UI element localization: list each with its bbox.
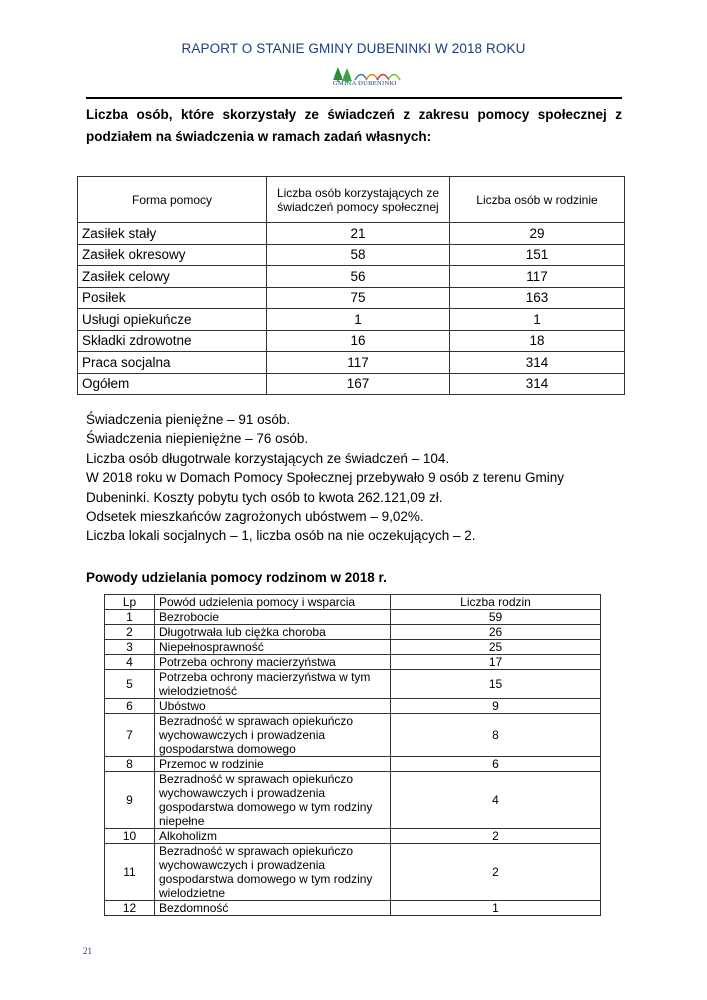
cell-reason	[155, 829, 391, 844]
benefits-table	[77, 176, 625, 395]
cell-lp: 4	[105, 655, 155, 670]
table-row	[105, 772, 601, 829]
reason-line: gospodarstwa domowego	[159, 742, 296, 756]
table-row	[78, 373, 625, 395]
cell-reason	[155, 844, 391, 901]
table-row	[78, 266, 625, 288]
reason-line: Ubóstwo	[159, 699, 206, 713]
reason-line: Bezdomność	[159, 901, 229, 915]
cell-rodzina: 151	[450, 244, 625, 266]
table-row	[105, 844, 601, 901]
cell-lp: 5	[105, 670, 155, 699]
cell-forma: Składki zdrowotne	[78, 330, 267, 352]
header-rule	[86, 97, 622, 99]
cell-osoby: 16	[267, 330, 450, 352]
benefits-table-body	[78, 223, 625, 395]
cell-count: 17	[391, 655, 601, 670]
cell-lp: 7	[105, 714, 155, 757]
reason-line: Bezradność w sprawach opiekuńczo	[159, 714, 354, 728]
cell-count: 25	[391, 640, 601, 655]
paragraph-line: Odsetek mieszkańców zagrożonych ubóstwem – 9,02%.	[86, 509, 424, 525]
cell-count: 15	[391, 670, 601, 699]
logo-text: GMINA DUBENINKI	[333, 80, 397, 87]
paragraph-line: Liczba osób długotrwale korzystających ze świadczeń – 104.	[86, 450, 450, 466]
cell-rodzina: 314	[450, 352, 625, 374]
cell-count: 4	[391, 772, 601, 829]
cell-lp: 11	[105, 844, 155, 901]
cell-lp: 2	[105, 625, 155, 640]
paragraph-line: Świadczenia pieniężne – 91 osób.	[86, 412, 291, 427]
reason-line: Bezradność w sprawach opiekuńczo	[159, 844, 354, 858]
table-row	[105, 757, 601, 772]
cell-reason	[155, 640, 391, 655]
cell-osoby: 117	[267, 352, 450, 374]
table-row	[105, 655, 601, 670]
cell-osoby: 75	[267, 287, 450, 309]
cell-forma: Zasiłek okresowy	[78, 244, 267, 266]
cell-osoby: 167	[267, 373, 450, 395]
cell-rodzina: 163	[450, 287, 625, 309]
section-heading-benefits: Liczba osób, które skorzystały ze świadczeń z zakresu pomocy społecznej z podziałem na świadczenia w ramach zadań własnych:	[86, 107, 622, 144]
cell-count: 9	[391, 699, 601, 714]
cell-reason	[155, 655, 391, 670]
cell-lp: 10	[105, 829, 155, 844]
column-header-osoby: Liczba osób korzystających ze świadczeń pomocy społecznej	[267, 177, 450, 223]
report-title: RAPORT O STANIE GMINY DUBENINKI W 2018 ROKU	[181, 41, 526, 56]
reason-line: wychowawczych i prowadzenia	[159, 786, 326, 800]
table-row	[78, 352, 625, 374]
table-row	[78, 223, 625, 245]
table-row	[105, 699, 601, 714]
table-row	[105, 610, 601, 625]
reason-line: Niepełnosprawność	[159, 640, 264, 654]
page-number: 21	[83, 946, 92, 956]
paragraph-line: Liczba lokali socjalnych – 1, liczba osób na nie oczekujących – 2.	[86, 528, 476, 544]
reason-line: Długotrwała lub ciężka choroba	[159, 625, 326, 639]
cell-count: 2	[391, 844, 601, 901]
column-header-lp: Lp	[105, 595, 155, 610]
reasons-table-body	[105, 610, 601, 916]
table-header-row	[105, 595, 601, 610]
reason-line: Potrzeba ochrony macierzyństwa w tym	[159, 670, 371, 684]
reason-line: gospodarstwa domowego w tym rodziny	[159, 872, 373, 886]
table-row	[105, 901, 601, 916]
column-header-rodzina: Liczba osób w rodzinie	[450, 177, 625, 223]
reasons-table	[104, 594, 601, 916]
reason-line: Potrzeba ochrony macierzyństwa	[159, 655, 336, 669]
cell-reason	[155, 670, 391, 699]
cell-lp: 9	[105, 772, 155, 829]
cell-rodzina: 18	[450, 330, 625, 352]
cell-forma: Praca socjalna	[78, 352, 267, 374]
table-row	[105, 640, 601, 655]
cell-osoby: 56	[267, 266, 450, 288]
table-row	[78, 309, 625, 331]
cell-reason	[155, 757, 391, 772]
cell-osoby: 58	[267, 244, 450, 266]
reason-line: niepełne	[159, 814, 205, 828]
cell-lp: 12	[105, 901, 155, 916]
cell-rodzina: 1	[450, 309, 625, 331]
table-row	[105, 670, 601, 699]
cell-rodzina: 29	[450, 223, 625, 245]
table-row	[105, 625, 601, 640]
cell-reason	[155, 901, 391, 916]
cell-lp: 1	[105, 610, 155, 625]
cell-rodzina: 314	[450, 373, 625, 395]
paragraph-line: W 2018 roku w Domach Pomocy Społecznej przebywało 9 osób z terenu Gminy	[86, 470, 564, 486]
cell-rodzina: 117	[450, 266, 625, 288]
reason-line: Alkoholizm	[159, 829, 218, 843]
table-row	[78, 287, 625, 309]
reason-line: gospodarstwa domowego w tym rodziny	[159, 800, 373, 814]
cell-reason	[155, 772, 391, 829]
cell-count: 26	[391, 625, 601, 640]
cell-lp: 6	[105, 699, 155, 714]
cell-count: 1	[391, 901, 601, 916]
table-row	[105, 714, 601, 757]
reason-line: Bezradność w sprawach opiekuńczo	[159, 772, 354, 786]
paragraph-line: Dubeninki. Koszty pobytu tych osób to kwota 262.121,09 zł.	[86, 489, 443, 505]
cell-forma: Usługi opiekuńcze	[78, 309, 267, 331]
section-heading-reasons: Powody udzielania pomocy rodzinom w 2018 r.	[86, 570, 387, 585]
cell-osoby: 1	[267, 309, 450, 331]
reason-line: wychowawczych i prowadzenia	[159, 858, 326, 872]
table-row	[78, 244, 625, 266]
table-header-row	[78, 177, 625, 223]
reason-line: Bezrobocie	[159, 610, 220, 624]
column-header-forma: Forma pomocy	[78, 177, 267, 223]
reason-line: wychowawczych i prowadzenia	[159, 728, 326, 742]
cell-forma: Zasiłek stały	[78, 223, 267, 245]
cell-forma: Zasiłek celowy	[78, 266, 267, 288]
cell-lp: 3	[105, 640, 155, 655]
cell-lp: 8	[105, 757, 155, 772]
cell-reason	[155, 699, 391, 714]
table-row	[105, 829, 601, 844]
cell-reason	[155, 610, 391, 625]
table-row	[78, 330, 625, 352]
cell-count: 8	[391, 714, 601, 757]
reason-line: Przemoc w rodzinie	[159, 757, 264, 771]
cell-forma: Posiłek	[78, 287, 267, 309]
reason-line: wielodzietność	[159, 684, 238, 698]
cell-count: 2	[391, 829, 601, 844]
summary-paragraphs	[86, 410, 622, 546]
cell-reason	[155, 625, 391, 640]
reason-line: wielodzietne	[159, 886, 226, 900]
cell-forma: Ogółem	[78, 373, 267, 395]
column-header-count: Liczba rodzin	[391, 595, 601, 610]
cell-count: 59	[391, 610, 601, 625]
cell-reason	[155, 714, 391, 757]
column-header-reason: Powód udzielenia pomocy i wsparcia	[155, 595, 391, 610]
paragraph-line: Świadczenia niepieniężne – 76 osób.	[86, 431, 309, 447]
cell-osoby: 21	[267, 223, 450, 245]
cell-count: 6	[391, 757, 601, 772]
